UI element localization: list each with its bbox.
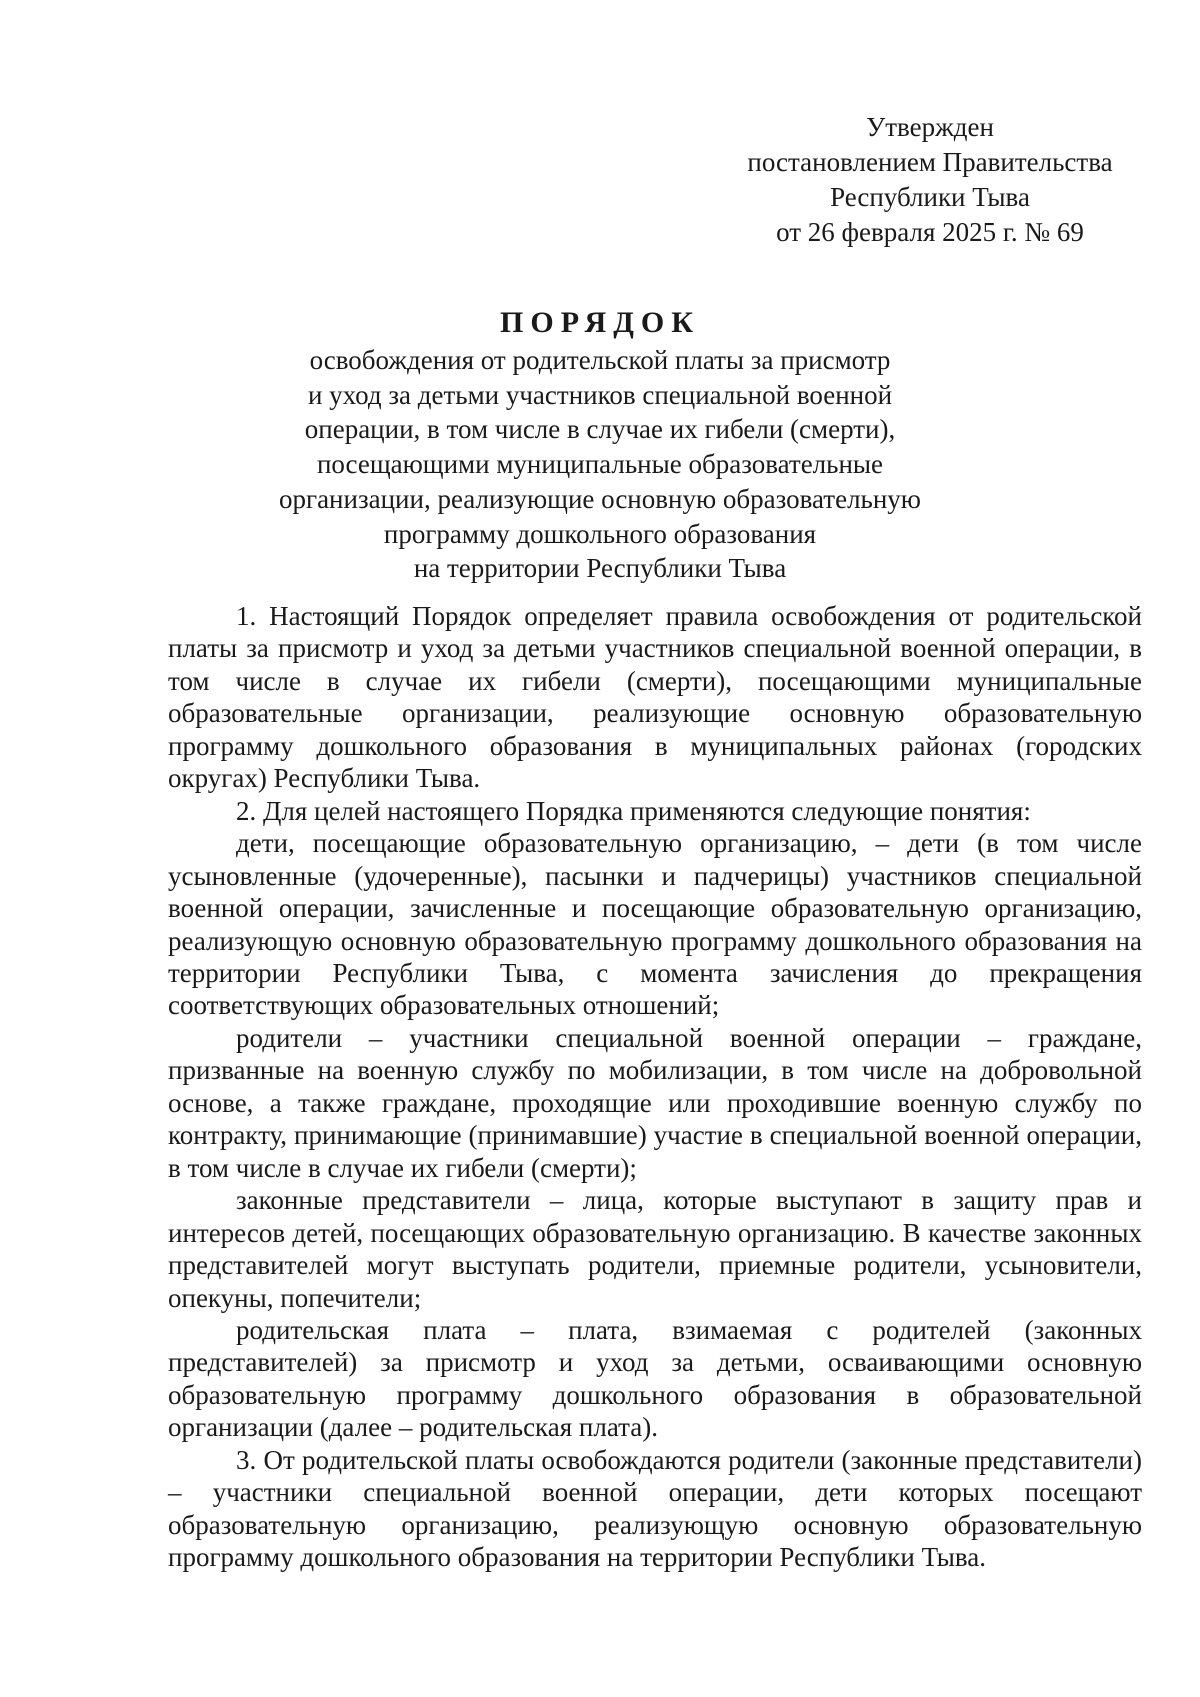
paragraph-3: 3. От родительской платы освобождаются родители (законные представители) – участники специальной военной операции, дети которых посещают образовательную организацию, реализующую основную образовательную программу дошкольного образования на территории Республики Тыва. xyxy=(168,1444,1142,1573)
title-subtitle-line: программу дошкольного образования xyxy=(383,518,817,549)
title-heading: ПОРЯДОК xyxy=(500,306,700,339)
document-body xyxy=(168,600,1142,1574)
approval-line: Республики Тыва xyxy=(830,182,1030,212)
paragraph-1: 1. Настоящий Порядок определяет правила освобождения от родительской платы за присмотр и уход за детьми участников специальной военной операции, в том числе в случае их гибели (смерти), посещающими муниципальные образовательные организации, реализующие основную образовательную программу дошкольного образования в муниципальных районах (городских округах) Республики Тыва. xyxy=(168,601,1142,794)
paragraph-2: 2. Для целей настоящего Порядка применяются следующие понятия: xyxy=(236,795,1031,826)
approval-line: Утвержден xyxy=(866,112,994,142)
title-subtitle-line: на территории Республики Тыва xyxy=(413,553,787,584)
document-title xyxy=(0,303,1200,586)
title-subtitle-line: и уход за детьми участников специальной военной xyxy=(307,379,893,410)
definition-children: дети, посещающие образовательную организацию, – дети (в том числе усыновленные (удочеренные), пасынки и падчерицы) участников специальной военной операции, зачисленные и посещающие образовательную организацию, реализующую основную образовательную программу дошкольного образования на территории Республики Тыва, с момента зачисления до прекращения соответствующих образовательных отношений; xyxy=(168,828,1142,1021)
approval-stamp xyxy=(700,110,1160,250)
title-subtitle-line: организации, реализующие основную образовательную xyxy=(279,483,921,514)
definition-legal-representatives: законные представители – лица, которые выступают в защиту прав и интересов детей, посещающих образовательную организацию. В качестве законных представителей могут выступать родители, приемные родители, усыновители, опекуны, попечители; xyxy=(168,1185,1142,1313)
approval-line: от 26 февраля 2025 г. № 69 xyxy=(776,217,1084,247)
title-subtitle-line: операции, в том числе в случае их гибели (смерти), xyxy=(304,414,896,445)
definition-parental-fee: родительская плата – плата, взимаемая с родителей (законных представителей) за присмотр и уход за детьми, осваивающими основную образовательную программу дошкольного образования в образовательной организации (далее – родительская плата). xyxy=(168,1314,1142,1443)
definition-parents: родители – участники специальной военной операции – граждане, призванные на военную службу по мобилизации, в том числе на добровольной основе, а также граждане, проходящие или проходившие военную службу по контракту, принимающие (принимавшие) участие в специальной военной операции, в том числе в случае их гибели (смерти); xyxy=(168,1022,1142,1183)
title-subtitle-line: освобождения от родительской платы за присмотр xyxy=(309,345,891,375)
approval-line: постановлением Правительства xyxy=(747,147,1113,177)
title-subtitle-line: посещающими муниципальные образовательные xyxy=(316,449,884,480)
